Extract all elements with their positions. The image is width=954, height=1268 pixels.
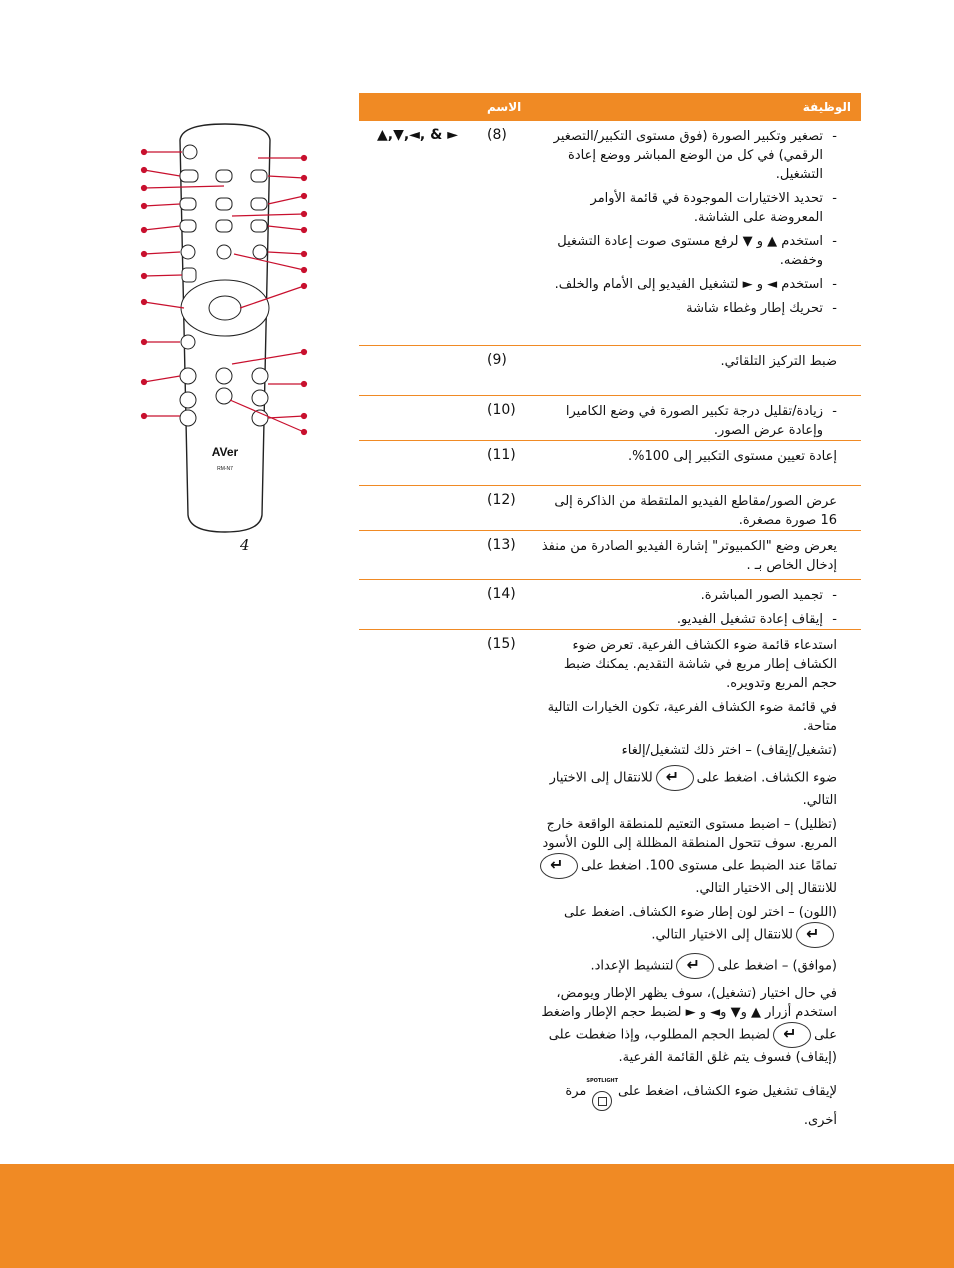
function-line: (تشغيل/إيقاف) – اختر ذلك لتشغيل/إلغاء (621, 743, 837, 758)
row-number: (15) (487, 636, 516, 652)
row-function: يعرض وضع "الكمبيوتر" إشارة الفيديو الصادرة من منفذ إدخال الخاص بـ . (541, 539, 837, 573)
function-line: (اللون) – اختر لون إطار ضوء الكشاف. اضغط على (564, 905, 837, 920)
row-function (537, 127, 837, 323)
row-number: (14) (487, 586, 516, 602)
remote-control-illustration (140, 120, 310, 540)
enter-icon (656, 765, 694, 791)
function-line: للانتقال إلى الاختيار التالي. (651, 927, 793, 943)
row-number: (10) (487, 402, 516, 418)
spotlight-icon (592, 1091, 612, 1111)
function-line: في قائمة ضوء الكشاف الفرعية، تكون الخيارات التالية متاحة. (547, 700, 837, 734)
table-row (359, 630, 861, 1176)
row-function (537, 402, 837, 445)
function-line: - تحديد الاختيارات الموجودة في قائمة الأوامر المعروضة على الشاشة. (537, 189, 837, 227)
spotlight-label: SPOTLIGHT (586, 1078, 619, 1084)
row-function: إعادة تعيين مستوى التكبير إلى 100%. (627, 449, 837, 464)
row-number: (8) (487, 127, 507, 143)
row-function: عرض الصور/مقاطع الفيديو الملتقطة من الذاكرة إلى 16 صورة مصغرة. (554, 494, 837, 528)
enter-icon (676, 953, 714, 979)
function-table (359, 93, 861, 1176)
enter-icon (773, 1022, 811, 1048)
remote-brand-text: AVer (211, 445, 239, 459)
function-line: لضبط الحجم المطلوب، وإذا ضغطت على (إيقاف) فسوف يتم غلق القائمة الفرعية. (548, 1027, 837, 1065)
function-line: في حال اختيار (تشغيل)، سوف يظهر الإطار ويومض، استخدم أزرار ▲ و▼ و◄ و ► لضبط حجم الإطار واضغط على (541, 986, 837, 1043)
footer-bar (0, 1164, 954, 1268)
row-keys: ▲,▼,◄, & ► (377, 127, 458, 143)
row-function: ضبط التركيز التلقائي. (720, 354, 837, 369)
function-line: - زيادة/تقليل درجة تكبير الصورة في وضع الكاميرا وإعادة عرض الصور. (537, 402, 837, 440)
table-header (359, 93, 861, 121)
function-line: استدعاء قائمة ضوء الكشاف الفرعية. تعرض ضوء الكشاف إطار مربع في شاشة التقديم. يمكنك ضبط حجم المربع وتدويره. (563, 638, 837, 691)
row-number: (13) (487, 537, 516, 553)
enter-icon (540, 853, 578, 879)
table-row (359, 486, 861, 531)
table-row (359, 396, 861, 441)
function-line: - تصغير وتكبير الصورة (فوق مستوى التكبير/التصغير الرقمي) في كل من الوضع المباشر ووضع إعادة التشغيل. (537, 127, 837, 184)
enter-icon (796, 922, 834, 948)
figure-label: 4 (240, 536, 250, 554)
function-line: - استخدم ▲ و ▼ لرفع مستوى صوت إعادة التشغيل وخفضه. (537, 232, 837, 270)
remote-model-text: RM-N7 (217, 466, 233, 472)
table-row (359, 580, 861, 630)
function-line: - استخدم ◄ و ► لتشغيل الفيديو إلى الأمام والخلف. (537, 275, 837, 294)
row-number: (9) (487, 352, 507, 368)
function-line: ضوء الكشاف. اضغط على (696, 770, 837, 786)
function-line: للانتقال إلى الاختيار التالي. (549, 770, 837, 808)
function-line: للانتقال إلى الاختيار التالي. (695, 881, 837, 896)
function-line: - تحريك إطار وغطاء شاشة (537, 299, 837, 318)
header-name: الاسم (487, 100, 522, 114)
function-line: (تظليل) – اضبط مستوى التعتيم للمنطقة الواقعة خارج المربع. سوف تتحول المنطقة المظللة إلى اللون الأسود تمامًا عند الضبط على مستوى 100. اضغط على (542, 817, 837, 874)
row-function (537, 636, 837, 1135)
function-line: - تجميد الصور المباشرة. (537, 586, 837, 605)
header-function: الوظيفة (802, 100, 851, 114)
row-number: (11) (487, 447, 516, 463)
row-function (537, 586, 837, 634)
table-row (359, 121, 861, 346)
row-number: (12) (487, 492, 516, 508)
function-line: لتنشيط الإعداد. (590, 958, 674, 974)
table-row (359, 531, 861, 580)
table-row (359, 441, 861, 486)
function-line: لإيقاف تشغيل ضوء الكشاف، اضغط على (618, 1084, 837, 1099)
function-line: - إيقاف إعادة تشغيل الفيديو. (537, 610, 837, 629)
table-row (359, 346, 861, 396)
function-line: مرة أخرى. (565, 1084, 837, 1128)
function-line: (موافق) – اضغط على (717, 958, 837, 974)
